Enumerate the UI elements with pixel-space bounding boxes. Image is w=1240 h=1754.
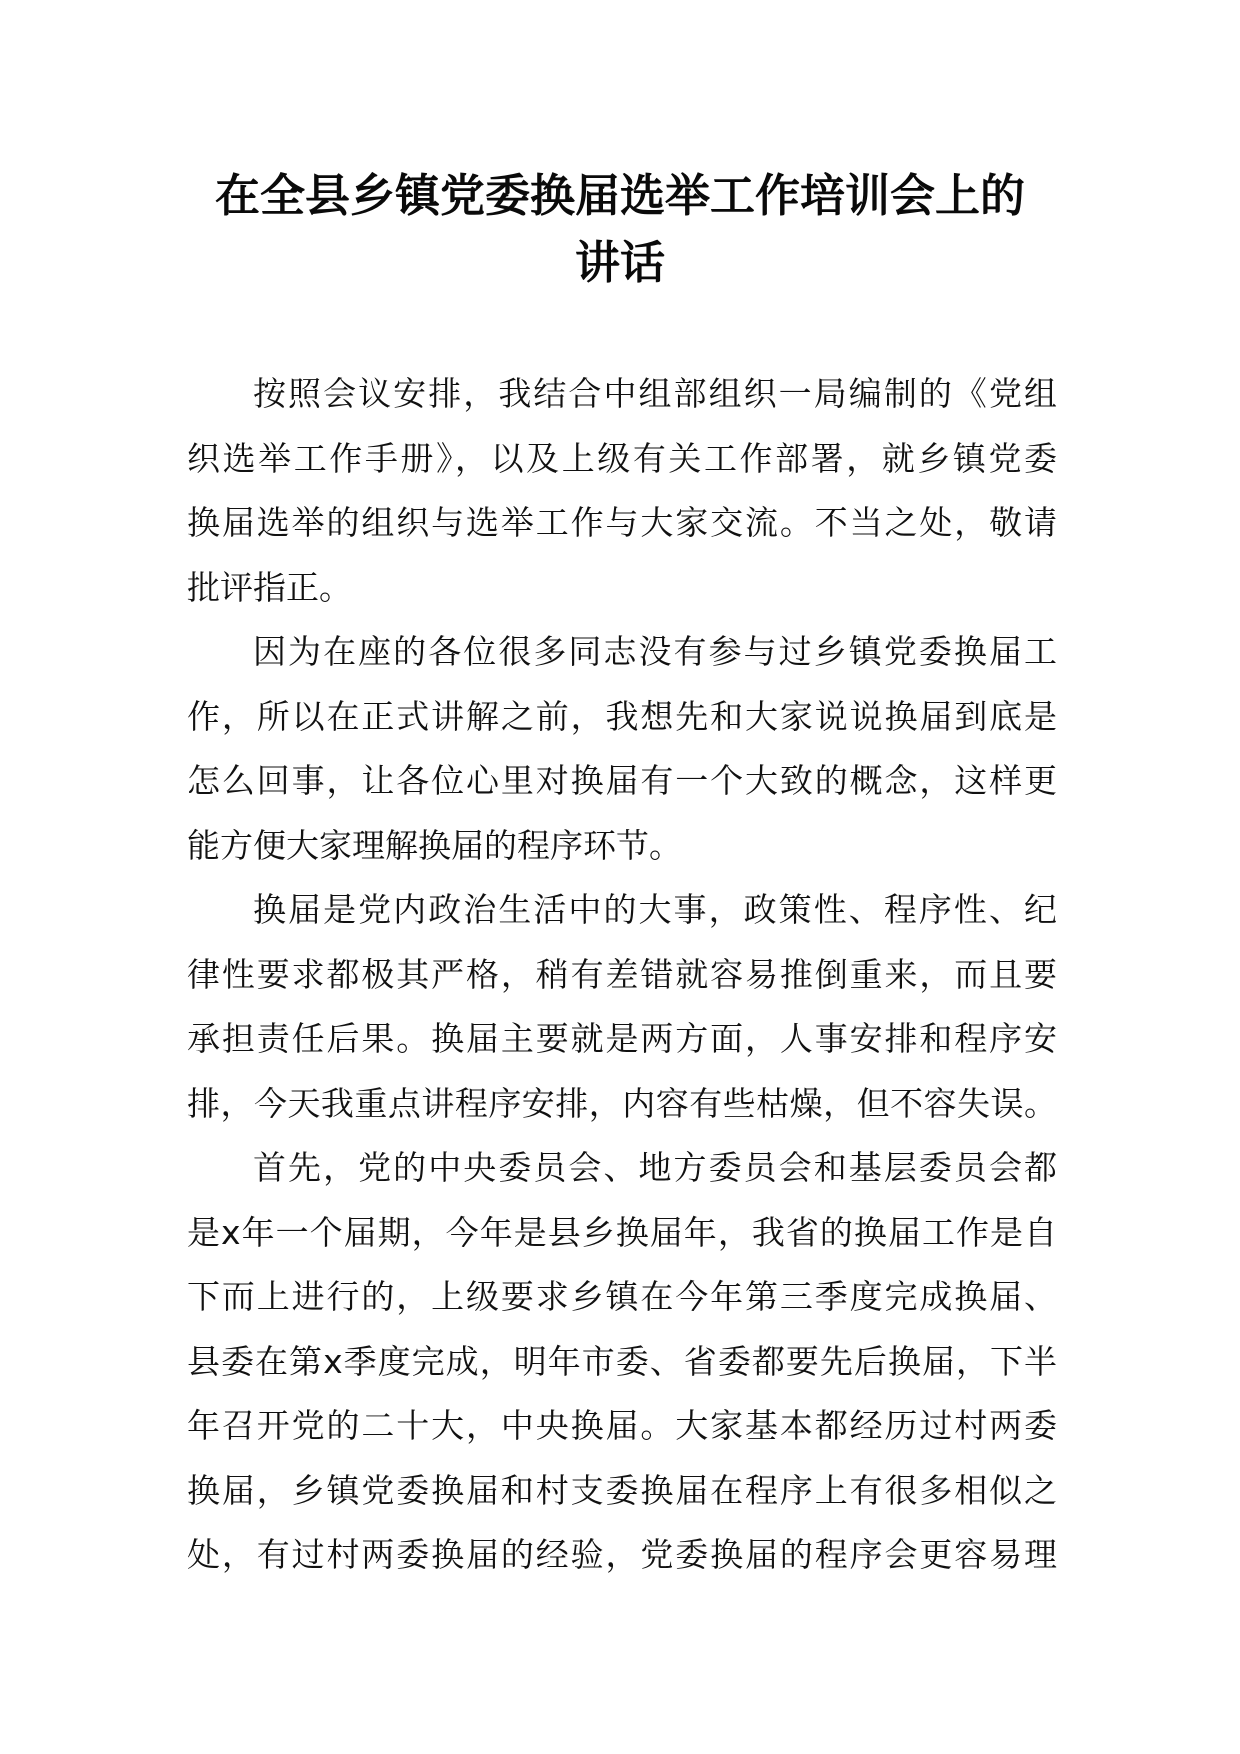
text-line: 换届选举的组织与选举工作与大家交流。不当之处，敬请 [187,503,1057,542]
title-line: 在全县乡镇党委换届选举工作培训会上的 [214,169,1025,222]
text-line: 下而上进行的，上级要求乡镇在今年第三季度完成换届、 [187,1277,1057,1316]
text-line: 能方便大家理解换届的程序环节。 [187,825,682,865]
text-line: 批评指正。 [187,567,352,607]
paragraph-1 [187,362,1057,620]
text-line: 承担责任后果。换届主要就是两方面，人事安排和程序安 [187,1019,1057,1058]
text-line: 排，今天我重点讲程序安排，内容有些枯燥，但不容失误。 [187,1083,1057,1123]
text-line: 因为在座的各位很多同志没有参与过乡镇党委换届工 [253,632,1057,671]
paragraph-3 [187,878,1057,1136]
paragraph-4 [187,1136,1057,1588]
text-line: 按照会议安排，我结合中组部组织一局编制的《党组 [253,374,1057,413]
document-body [187,362,1057,1588]
text-line: 年召开党的二十大，中央换届。大家基本都经历过村两委 [187,1406,1057,1445]
text-line: 是x年一个届期，今年是县乡换届年，我省的换届工作是自 [187,1212,1057,1252]
paragraph-2 [187,620,1057,878]
text-line: 换届，乡镇党委换届和村支委换届在程序上有很多相似之 [187,1470,1057,1510]
text-line: 换届是党内政治生活中的大事，政策性、程序性、纪 [253,890,1057,929]
document-title [150,162,1090,296]
text-line: 织选举工作手册》，以及上级有关工作部署，就乡镇党委 [187,438,1057,478]
text-line: 县委在第x季度完成，明年市委、省委都要先后换届，下半 [187,1341,1057,1381]
text-line: 律性要求都极其严格，稍有差错就容易推倒重来，而且要 [187,954,1057,994]
title-line: 讲话 [574,236,665,289]
text-line: 作，所以在正式讲解之前，我想先和大家说说换届到底是 [187,696,1057,736]
text-line: 处，有过村两委换届的经验，党委换届的程序会更容易理 [187,1535,1057,1574]
text-line: 怎么回事，让各位心里对换届有一个大致的概念，这样更 [187,761,1057,800]
text-line: 首先，党的中央委员会、地方委员会和基层委员会都 [253,1148,1057,1187]
